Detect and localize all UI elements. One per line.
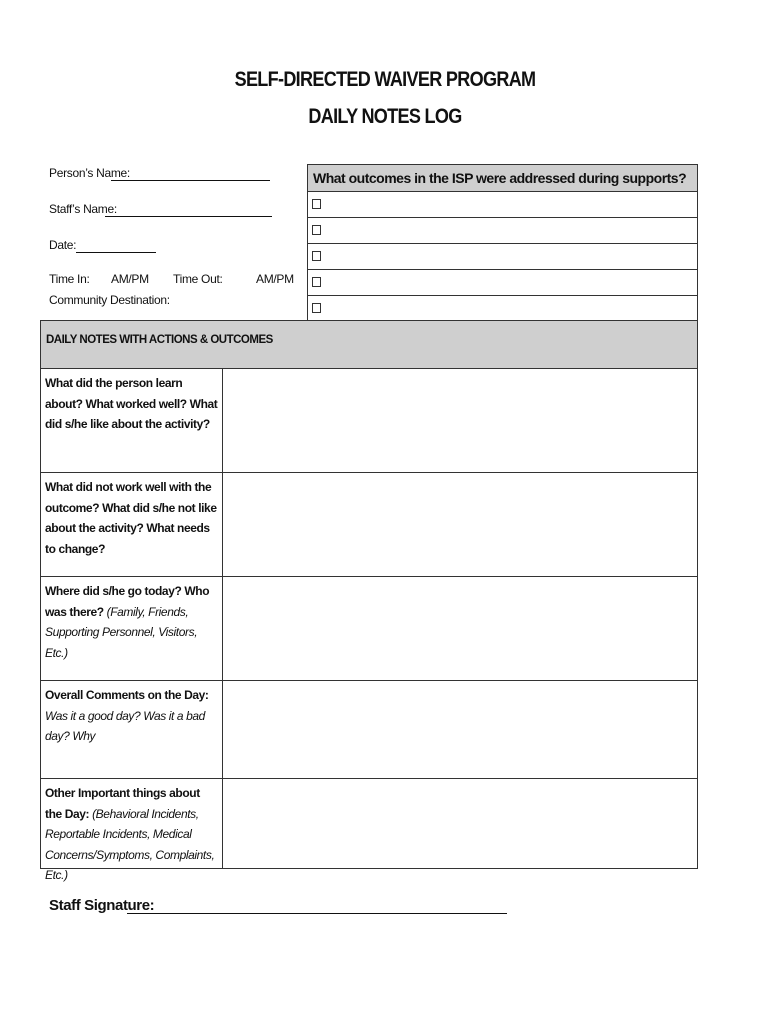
persons-name-label: Person’s Name: — [49, 166, 130, 180]
notes-answer-field[interactable] — [223, 681, 697, 778]
notes-answer-field[interactable] — [223, 473, 697, 576]
isp-outcome-row — [308, 244, 697, 270]
notes-row — [41, 779, 697, 882]
notes-row — [41, 369, 697, 473]
isp-outcome-row — [308, 192, 697, 218]
notes-question — [41, 369, 223, 472]
notes-answer-field[interactable] — [223, 779, 697, 868]
checkbox[interactable] — [312, 199, 321, 209]
date-label: Date: — [49, 238, 77, 252]
question-bold-text: What did not work well with the outcome? What did s/he not like about the activity? What needs to change? — [45, 480, 217, 556]
checkbox[interactable] — [312, 277, 321, 287]
notes-question — [41, 577, 223, 680]
notes-answer-field[interactable] — [223, 577, 697, 680]
date-field[interactable] — [76, 252, 156, 253]
notes-answer-field[interactable] — [223, 369, 697, 472]
question-bold-text: What did the person learn about? What worked well? What did s/he like about the activity? — [45, 376, 218, 431]
form-title: SELF-DIRECTED WAIVER PROGRAM — [234, 68, 536, 91]
question-italic-text: Was it a good day? Was it a bad day? Why — [45, 708, 205, 743]
persons-name-field[interactable] — [111, 180, 270, 181]
staffs-name-label: Staff’s Name: — [49, 202, 117, 216]
checkbox[interactable] — [312, 225, 321, 235]
isp-outcome-row — [308, 270, 697, 296]
notes-row — [41, 577, 697, 681]
form-subtitle: DAILY NOTES LOG — [308, 105, 462, 128]
staffs-name-field[interactable] — [105, 216, 272, 217]
question-bold-text: Other Important things about the Day: — [45, 786, 200, 821]
question-italic-text: (Family, Friends, Supporting Personnel, Visitors, Etc.) — [45, 604, 198, 660]
question-bold-text: Overall Comments on the Day: — [45, 688, 209, 702]
time-out-ampm: AM/PM — [256, 272, 294, 286]
staff-signature-label: Staff Signature: — [49, 897, 155, 914]
notes-question — [41, 681, 223, 778]
notes-question — [41, 473, 223, 576]
checkbox[interactable] — [312, 251, 321, 261]
daily-notes-table — [40, 320, 698, 882]
daily-notes-heading: DAILY NOTES WITH ACTIONS & OUTCOMES — [41, 321, 697, 369]
notes-row — [41, 473, 697, 577]
time-in-ampm: AM/PM — [111, 272, 149, 286]
staff-signature-field[interactable] — [127, 913, 507, 914]
notes-question — [41, 779, 223, 882]
question-bold-text: Where did s/he go today? Who was there? — [45, 584, 210, 619]
question-italic-text: (Behavioral Incidents, Reportable Incidents, Medical Concerns/Symptoms, Complaints, Etc.) — [45, 806, 215, 882]
checkbox[interactable] — [312, 303, 321, 313]
isp-outcomes-table — [307, 164, 698, 322]
isp-outcomes-heading: What outcomes in the ISP were addressed during supports? — [308, 165, 697, 192]
time-out-label: Time Out: — [173, 272, 223, 286]
community-destination-label: Community Destination: — [49, 293, 170, 307]
isp-outcome-row — [308, 296, 697, 321]
isp-outcome-row — [308, 218, 697, 244]
time-in-label: Time In: — [49, 272, 90, 286]
notes-row — [41, 681, 697, 779]
